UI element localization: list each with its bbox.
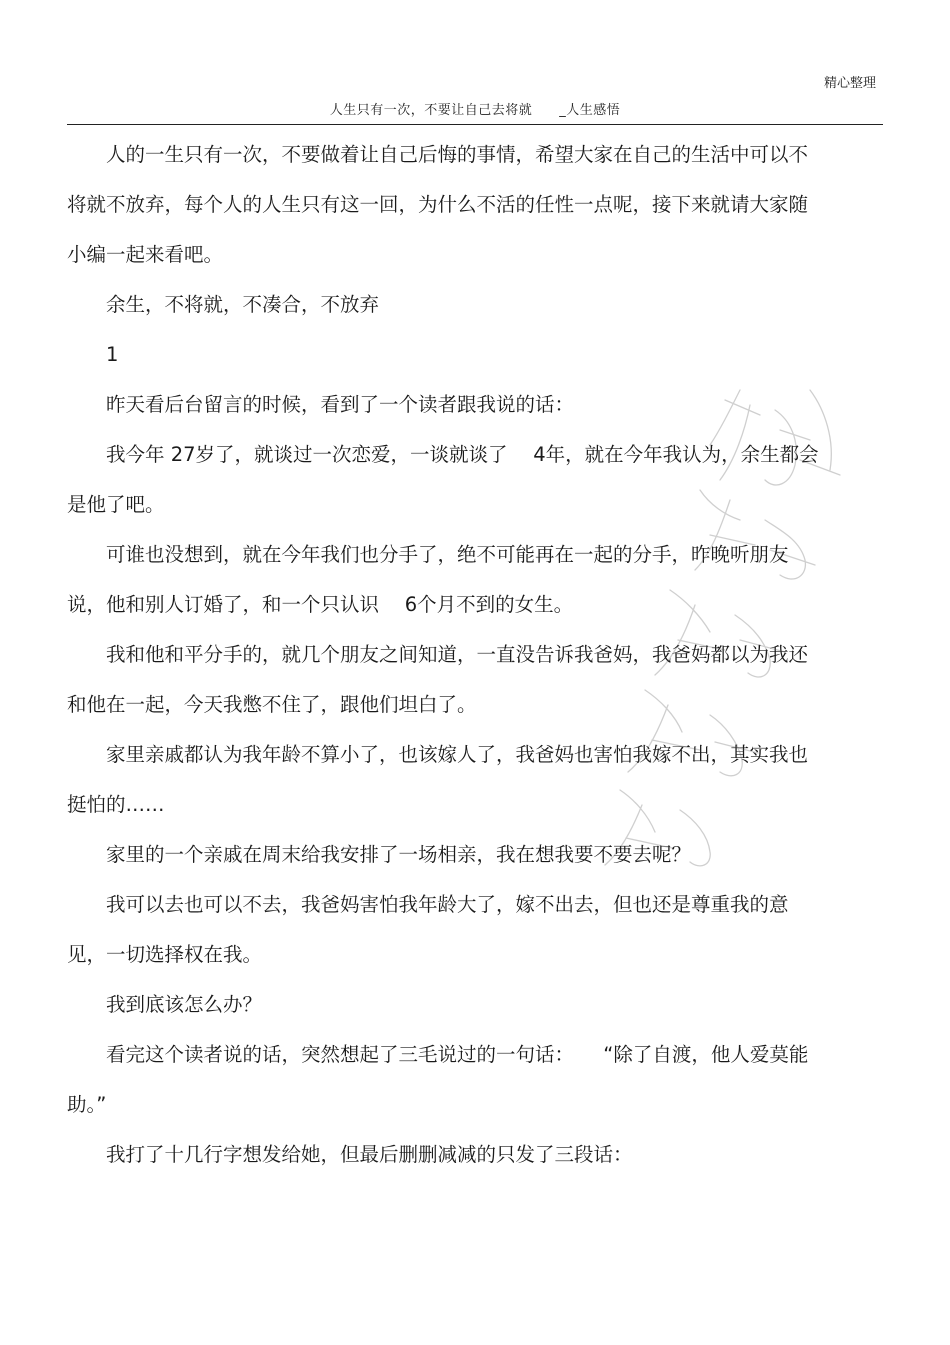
paragraph: 家里亲戚都认为我年龄不算小了，也该嫁人了，我爸妈也害怕我嫁不出，其实我也挺怕的……	[67, 743, 809, 816]
paragraph: 我今年 27岁了，就谈过一次恋爱，一谈就谈了 4年，就在今年我认为，余生都会是他了吧。	[67, 443, 819, 516]
paragraph-heading: 余生，不将就，不凑合，不放弃	[106, 293, 380, 316]
paragraph: 我和他和平分手的，就几个朋友之间知道，一直没告诉我爸妈，我爸妈都以为我还和他在一起，今天我憋不住了，跟他们坦白了。	[67, 643, 809, 716]
running-header: 人生只有一次，不要让自己去将就 _人生感悟	[329, 103, 621, 118]
paragraph: 我可以去也可以不去，我爸妈害怕我年龄大了，嫁不出去，但也还是尊重我的意见，一切选择权在我。	[67, 893, 789, 966]
paragraph: 昨天看后台留言的时候，看到了一个读者跟我说的话：	[106, 393, 575, 416]
header-rule	[67, 124, 883, 125]
paragraph: 我打了十几行字想发给她，但最后删删减减的只发了三段话：	[106, 1143, 633, 1166]
section-number: 1	[106, 343, 119, 366]
paragraph: 家里的一个亲戚在周末给我安排了一场相亲，我在想我要不要去呢？	[106, 843, 692, 866]
corner-note: 精心整理	[823, 76, 876, 91]
paragraph: 我到底该怎么办？	[106, 993, 263, 1016]
paragraph-intro: 人的一生只有一次，不要做着让自己后悔的事情，希望大家在自己的生活中可以不将就不放弃，每个人的人生只有这一回，为什么不活的任性一点呢，接下来就请大家随小编一起来看吧。	[67, 143, 809, 266]
paragraph: 可谁也没想到，就在今年我们也分手了，绝不可能再在一起的分手，昨晚听朋友说，他和别人订婚了，和一个只认识 6个月不到的女生。	[67, 543, 789, 616]
paragraph: 看完这个读者说的话，突然想起了三毛说过的一句话： “除了自渡，他人爱莫能助。”	[67, 1043, 809, 1116]
watermark-scribble	[560, 370, 850, 890]
